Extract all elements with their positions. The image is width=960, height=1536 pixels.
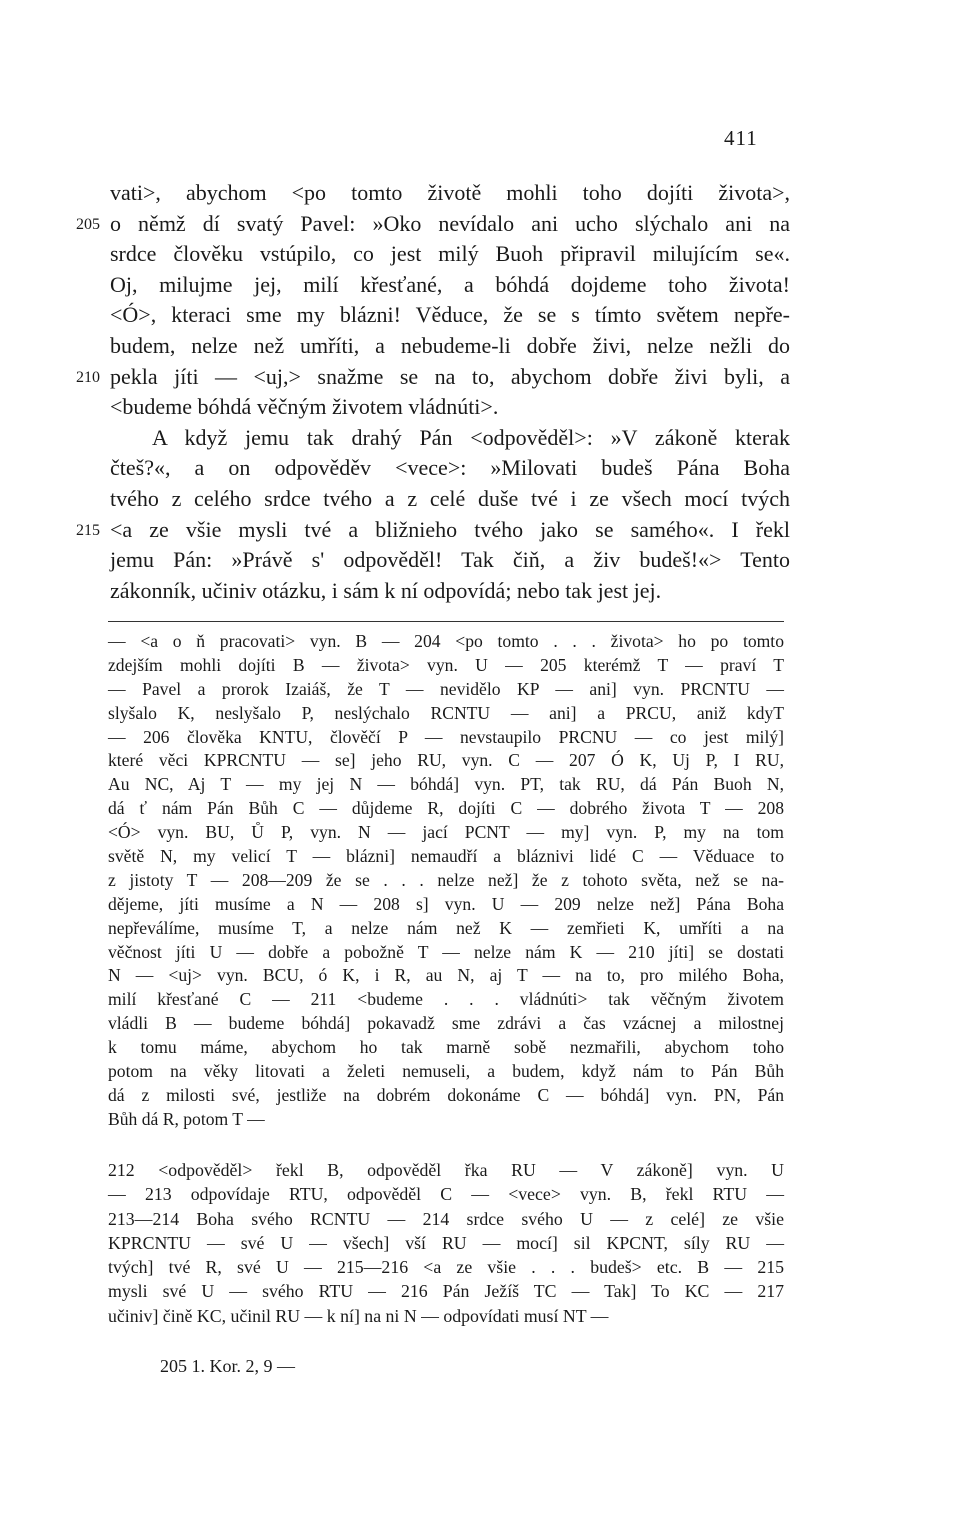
- apparatus-line: učiniv] čině KC, učinil RU — k ní] na ni N — odpovídati musí NT —: [108, 1305, 609, 1326]
- apparatus-line: N — <uj> vyn. BCU, ó K, i R, au N, aj T — na to, pro milého Boha,: [108, 965, 784, 986]
- apparatus-line: milí křesťané C — 211 <budeme . . . vládnúti> tak věčným životem: [108, 989, 784, 1010]
- line-number: 205: [76, 215, 100, 233]
- apparatus-line: tvých] tvé R, své U — 215—216 <a ze všie . . . budeš> etc. B — 215: [108, 1257, 784, 1278]
- apparatus-line: Au NC, Aj T — my jej N — bóhdá] vyn. PT, tak RU, dá Pán Buoh N,: [108, 774, 784, 795]
- text-line: [110, 270, 790, 301]
- apparatus-line: — 206 člověka KNTU, člověčí P — nevstaupilo PRCNU — co jest milý]: [108, 726, 784, 747]
- text-line: [110, 331, 790, 362]
- apparatus-line: z jistoty T — 208—209 že se . . . nelze než] že z tohoto světa, než se na-: [108, 869, 784, 890]
- text-line: [110, 423, 790, 454]
- line-text: Oj, milujme jej, milí křesťané, a bóhdá dojdeme toho života!: [110, 271, 790, 297]
- text-line: [76, 362, 790, 393]
- critical-apparatus-continued: [108, 1158, 784, 1328]
- apparatus-line: dá ť nám Pán Bůh C — důjdeme R, dojíti C — dobrého života T — 208: [108, 798, 784, 819]
- biblical-reference-footnote: 205 1. Kor. 2, 9 —: [160, 1356, 295, 1376]
- text-line: [110, 239, 790, 270]
- line-text: čteš?«, a on odpověděv <vece>: »Milovati budeš Pána Boha: [110, 455, 790, 481]
- apparatus-line: 213—214 Boha svého RCNTU — 214 srdce svého U — z celé] ze všie: [108, 1208, 784, 1229]
- apparatus-line: světě N, my velicí T — blázni] nemaudří a bláznivi lidé C — Věduace to: [108, 846, 784, 867]
- apparatus-line: které věci KPRCNTU — se] jeho RU, vyn. C — 207 Ó K, Uj P, I RU,: [108, 750, 784, 771]
- line-number: 210: [76, 368, 100, 386]
- line-text: A když jemu tak drahý Pán <odpověděl>: »V zákoně kterak: [152, 424, 790, 450]
- apparatus-line: věčnost jíti U — dobře a pobožně T — nelze nám K — 210 jíti] se dostati: [108, 941, 784, 962]
- apparatus-line: nepřeválíme, musíme T, a nelze nám než K — zemřieti K, umříti a na: [108, 917, 784, 938]
- text-line: [76, 209, 790, 240]
- text-line: [110, 545, 790, 576]
- line-text: tvého z celého srdce tvého a z celé duše tvé i ze všech mocí tvých: [110, 485, 790, 511]
- line-text: pekla jíti — <uj,> snažme se na to, abychom dobře živi byli, a: [110, 363, 790, 389]
- apparatus-line: <Ó> vyn. BU, Ů P, vyn. N — jací PCNT — my] vyn. P, my na tom: [108, 822, 784, 843]
- line-text: <budeme bóhdá věčným životem vládnúti>.: [110, 394, 499, 420]
- line-text: srdce člověku vstúpilo, co jest milý Buoh připravil milujícím se«.: [110, 241, 790, 267]
- text-line: [76, 515, 790, 546]
- text-line: [110, 300, 790, 331]
- text-line: [110, 392, 790, 423]
- apparatus-line: — Pavel a prorok Izaiáš, že T — nevidělo KP — ani] vyn. PRCNTU —: [108, 678, 784, 699]
- text-line: [110, 576, 790, 607]
- line-text: zákonník, učiniv otázku, i sám k ní odpovídá; nebo tak jest jej.: [110, 577, 662, 603]
- apparatus-line: mysli své U — svého RTU — 216 Pán Ježíš TC — Tak] To KC — 217: [108, 1281, 784, 1302]
- apparatus-divider: [108, 621, 784, 622]
- apparatus-line: dějeme, jíti musíme a N — 208 s] vyn. U — 209 nelze než] Pána Boha: [108, 893, 784, 914]
- apparatus-line: vládli B — budeme bóhdá] pokavadž sme zdrávi a čas vzácnej a milostnej: [108, 1013, 784, 1034]
- line-text: <Ó>, kteraci sme my blázni! Věduce, že se s tímto světem nepře-: [110, 302, 790, 328]
- apparatus-line: Bůh dá R, potom T —: [108, 1108, 265, 1129]
- text-line: [110, 453, 790, 484]
- line-text: budem, nelze než umříti, a nebudeme-li dobře živi, nelze nežli do: [110, 332, 790, 358]
- line-number: 215: [76, 521, 100, 539]
- apparatus-line: KPRCNTU — své U — všech] vší RU — mocí] sil KPCNT, síly RU —: [108, 1232, 784, 1253]
- critical-apparatus: [108, 630, 784, 1132]
- text-line: [110, 484, 790, 515]
- apparatus-line: zdejším mohli dojíti B — života> vyn. U — 205 kterémž T — praví T: [108, 654, 784, 675]
- apparatus-line: — <a o ň pracovati> vyn. B — 204 <po tomto . . . života> ho po tomto: [108, 631, 784, 651]
- apparatus-line: — 213 odpovídaje RTU, odpověděl C — <vece> vyn. B, řekl RTU —: [108, 1184, 784, 1205]
- page-number: 411: [724, 126, 758, 150]
- line-text: o němž dí svatý Pavel: »Oko nevídalo ani ucho slýchalo ani na: [110, 210, 790, 236]
- main-text: [76, 178, 790, 606]
- apparatus-line: slyšalo K, neslyšalo P, neslýchalo RCNTU — ani] a PRCU, aniž kdyT: [108, 702, 784, 723]
- text-line: [110, 178, 790, 209]
- apparatus-line: potom na věky litovati a želeti nemuseli, a budem, když nám to Pán Bůh: [108, 1061, 784, 1082]
- line-text: <a ze všie mysli tvé a bližnieho tvého jako se samého«. I řekl: [110, 516, 790, 542]
- apparatus-line: 212 <odpověděl> řekl B, odpověděl řka RU — V zákoně] vyn. U: [108, 1160, 784, 1180]
- line-text: jemu Pán: »Právě s' odpověděl! Tak čiň, a živ budeš!«> Tento: [110, 547, 790, 573]
- apparatus-line: dá z milosti své, jestliže na dobrém dokonáme C — bóhdá] vyn. PN, Pán: [108, 1084, 784, 1105]
- line-text: vati>, abychom <po tomto životě mohli toho dojíti života>,: [110, 180, 790, 205]
- apparatus-line: k tomu máme, abychom ho tak marně sobě nezmařili, abychom toho: [108, 1037, 784, 1058]
